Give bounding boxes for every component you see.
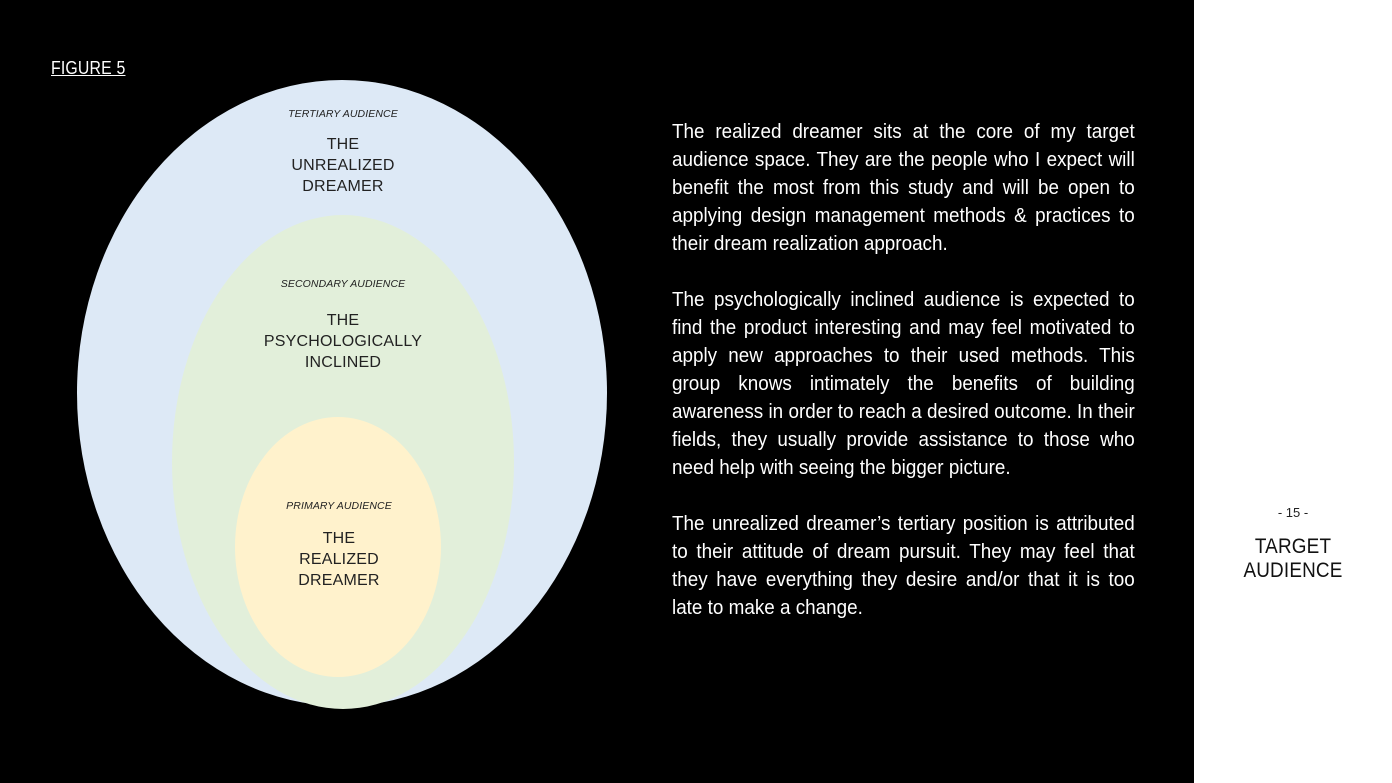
primary-name-line: DREAMER (298, 572, 380, 589)
primary-name-line: REALIZED (299, 551, 379, 568)
secondary-name-line: PSYCHOLOGICALLY (263, 333, 423, 350)
secondary-name-line: INCLINED (304, 354, 382, 371)
side-panel (1194, 0, 1392, 783)
paragraph-psychologically-inclined: The psychologically inclined audience is expected to find the product interesting and may feel motivated to apply new approaches to their used methods. This group knows intimately the benefits of building awareness in order to reach a desired outcome. In their fields, they usually provide assistance to those who need help with seeing the bigger picture. (672, 288, 1135, 479)
secondary-audience-tag: SECONDARY AUDIENCE (280, 278, 406, 290)
tertiary-audience-label (243, 108, 443, 197)
secondary-audience-label (243, 278, 443, 373)
primary-audience-label (239, 500, 439, 591)
page-number: - 15 - (1277, 505, 1309, 520)
secondary-name-line: THE (326, 312, 360, 329)
paragraph-realized-dreamer: The realized dreamer sits at the core of my target audience space. They are the people who I expect will benefit the most from this study and will be open to applying design management methods & practices to their dream realization approach. (672, 120, 1135, 255)
primary-name-line: THE (322, 530, 356, 547)
tertiary-audience-name (243, 134, 443, 197)
primary-audience-name (239, 528, 439, 591)
tertiary-name-line: DREAMER (302, 178, 384, 195)
tertiary-name-line: UNREALIZED (291, 157, 395, 174)
tertiary-name-line: THE (326, 136, 360, 153)
secondary-audience-name (243, 310, 443, 373)
figure-label: FIGURE 5 (51, 58, 126, 78)
paragraph-unrealized-dreamer: The unrealized dreamer’s tertiary position is attributed to their attitude of dream pursuit. They may feel that they have everything they desire and/or that it is too late to make a change. (672, 512, 1135, 619)
primary-audience-tag: PRIMARY AUDIENCE (286, 500, 392, 512)
tertiary-audience-tag: TERTIARY AUDIENCE (288, 108, 398, 120)
body-text (672, 118, 1135, 650)
section-title: TARGET AUDIENCE (1243, 535, 1343, 582)
